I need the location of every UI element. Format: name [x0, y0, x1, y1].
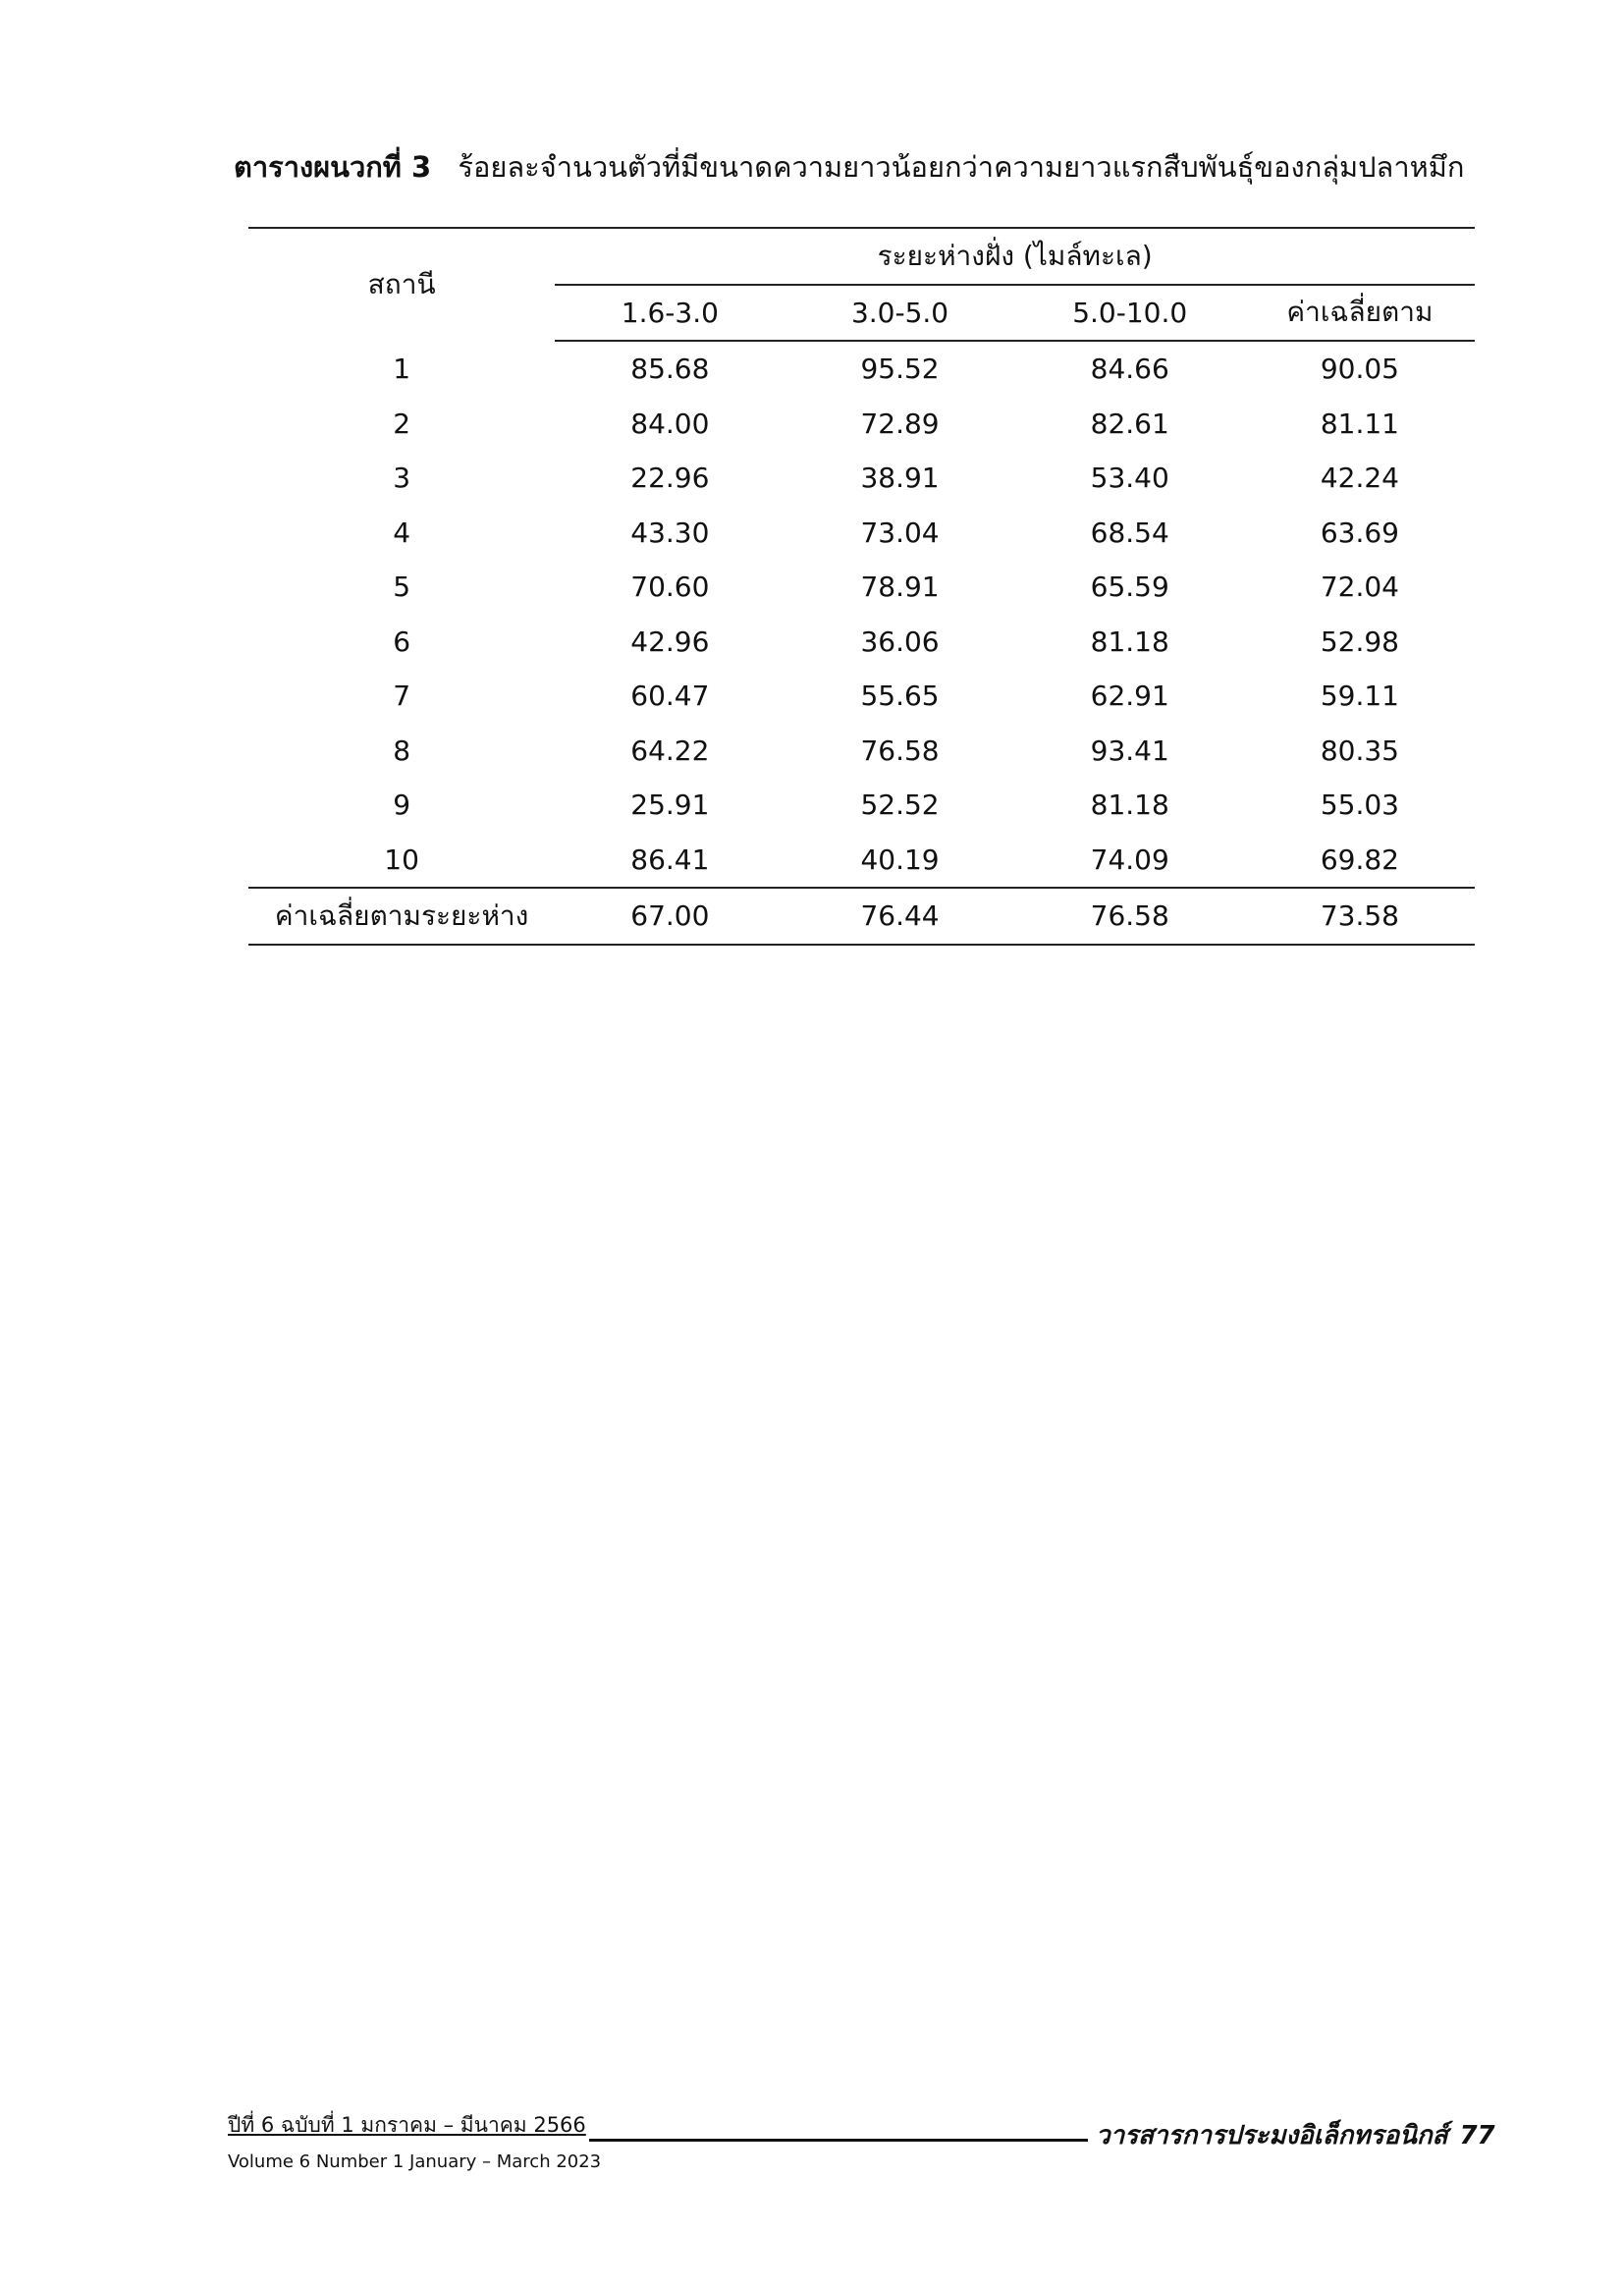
value-cell: 74.09: [1090, 843, 1169, 876]
value-cell: 43.30: [630, 516, 710, 549]
distance-group-header: ระยะห่างฝั่ง (ไมล์ทะเล): [555, 228, 1475, 285]
value-cell: 72.89: [860, 407, 940, 440]
station-cell: 4: [393, 516, 411, 549]
table-row: [248, 669, 1475, 724]
footer-divider: [589, 2139, 1088, 2142]
value-cell: 42.96: [630, 625, 710, 658]
value-cell: 59.11: [1320, 680, 1399, 713]
footer-issue-thai: ปีที่ 6 ฉบับที่ 1 มกราคม – มีนาคม 2566: [228, 2113, 586, 2137]
value-cell: 76.58: [860, 734, 940, 767]
average-label: ค่าเฉลี่ยตามระยะห่าง: [248, 888, 555, 945]
average-row: [248, 888, 1475, 945]
average-cell: 73.58: [1245, 888, 1475, 945]
value-cell: 85.68: [630, 353, 710, 386]
value-cell: 25.91: [630, 789, 710, 822]
table-row: [248, 615, 1475, 670]
station-cell: 3: [393, 462, 411, 495]
value-cell: 90.05: [1320, 353, 1399, 386]
value-cell: 84.66: [1090, 353, 1169, 386]
value-cell: 84.00: [630, 407, 710, 440]
station-cell: 5: [393, 571, 411, 604]
table-row: [248, 778, 1475, 833]
station-cell: 6: [393, 625, 411, 658]
value-cell: 69.82: [1320, 843, 1399, 876]
column-header: 5.0-10.0: [1015, 285, 1245, 342]
station-cell: 7: [393, 680, 411, 713]
value-cell: 81.11: [1320, 407, 1399, 440]
value-cell: 81.18: [1090, 625, 1169, 658]
column-header: ค่าเฉลี่ยตาม: [1245, 285, 1475, 342]
value-cell: 42.24: [1320, 462, 1399, 495]
value-cell: 81.18: [1090, 789, 1169, 822]
value-cell: 65.59: [1090, 571, 1169, 604]
value-cell: 60.47: [630, 680, 710, 713]
value-cell: 68.54: [1090, 516, 1169, 549]
value-cell: 93.41: [1090, 734, 1169, 767]
value-cell: 72.04: [1320, 571, 1399, 604]
value-cell: 70.60: [630, 571, 710, 604]
value-cell: 82.61: [1090, 407, 1169, 440]
table-row: [248, 506, 1475, 561]
value-cell: 52.52: [860, 789, 940, 822]
table-row: [248, 397, 1475, 452]
value-cell: 53.40: [1090, 462, 1169, 495]
footer-issue-english: Volume 6 Number 1 January – March 2023: [228, 2151, 602, 2172]
table-row: [248, 451, 1475, 506]
table-row: [248, 341, 1475, 397]
value-cell: 78.91: [860, 571, 940, 604]
value-cell: 40.19: [860, 843, 940, 876]
station-cell: 8: [393, 734, 411, 767]
value-cell: 55.65: [860, 680, 940, 713]
value-cell: 64.22: [630, 734, 710, 767]
table-caption: [234, 147, 1510, 187]
caption-text: ร้อยละจำนวนตัวที่มีขนาดความยาวน้อยกว่าความยาวแรกสืบพันธุ์ของกลุ่มปลาหมึก: [458, 150, 1465, 184]
table-row: [248, 724, 1475, 779]
footer-journal: [1096, 2119, 1495, 2152]
value-cell: 63.69: [1320, 516, 1399, 549]
value-cell: 86.41: [630, 843, 710, 876]
average-cell: 67.00: [555, 888, 785, 945]
station-cell: 9: [393, 789, 411, 822]
station-cell: 2: [393, 407, 411, 440]
station-cell: 10: [384, 843, 419, 876]
value-cell: 52.98: [1320, 625, 1399, 658]
station-cell: 1: [393, 352, 411, 385]
station-header: สถานี: [248, 228, 555, 341]
value-cell: 36.06: [860, 625, 940, 658]
column-header: 3.0-5.0: [785, 285, 1014, 342]
data-table: [248, 227, 1475, 946]
average-cell: 76.44: [785, 888, 1014, 945]
table-row: [248, 833, 1475, 889]
value-cell: 55.03: [1320, 789, 1399, 822]
table-row: [248, 560, 1475, 615]
value-cell: 22.96: [630, 462, 710, 495]
header-row-1: [248, 228, 1475, 285]
column-header: 1.6-3.0: [555, 285, 785, 342]
page-number: 77: [1459, 2121, 1495, 2150]
value-cell: 80.35: [1320, 734, 1399, 767]
average-cell: 76.58: [1015, 888, 1245, 945]
value-cell: 95.52: [860, 353, 940, 386]
value-cell: 73.04: [860, 516, 940, 549]
value-cell: 62.91: [1090, 680, 1169, 713]
journal-name: วารสารการประมงอิเล็กทรอนิกส์: [1096, 2121, 1448, 2150]
value-cell: 38.91: [860, 462, 940, 495]
caption-label: ตารางผนวกที่ 3: [234, 150, 432, 184]
